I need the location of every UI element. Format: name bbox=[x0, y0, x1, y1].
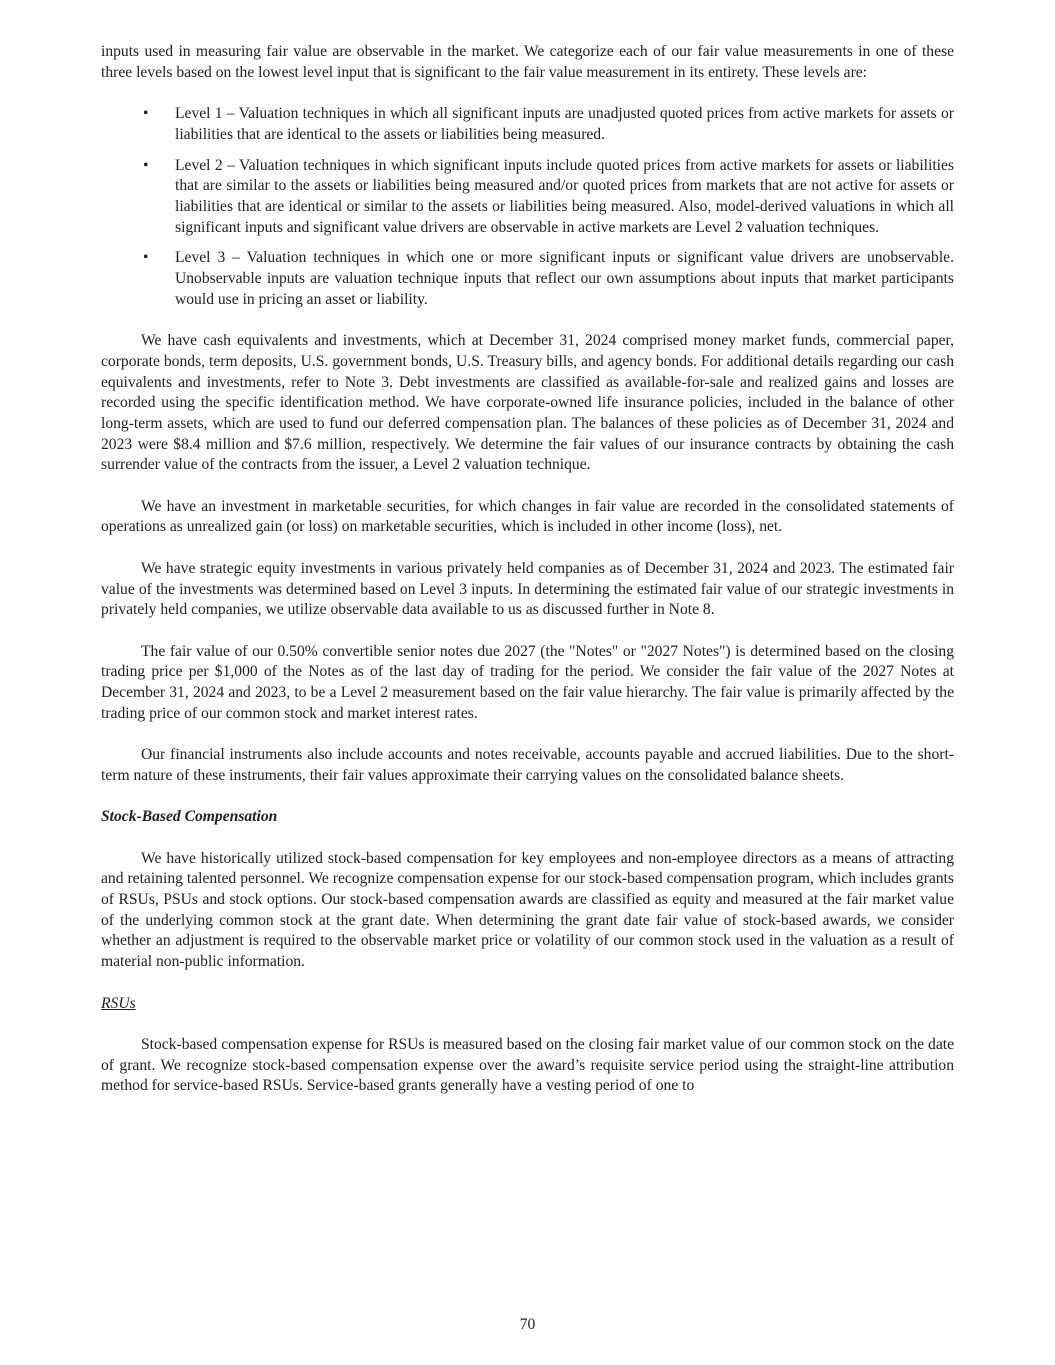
level-3-text: Level 3 – Valuation techniques in which one or more significant inputs or significant value drivers are unobservable. Unobservable inputs are valuation technique inputs that reflect our own assumptions about inputs that market participants would use in pricing an asset or liability. bbox=[175, 249, 954, 308]
list-item-level-3 bbox=[101, 248, 954, 310]
page-number: 70 bbox=[519, 1316, 536, 1333]
bullet-icon: • bbox=[143, 105, 149, 123]
strategic-investments-paragraph: We have strategic equity investments in various privately held companies as of December 31, 2024 and 2023. The estimated fair value of the investments was determined based on Level 3 inputs. In determining the estimated fair value of our strategic investments in privately held companies, we utilize observable data available to us as discussed further in Note 8. bbox=[101, 559, 954, 619]
fair-value-levels-list bbox=[101, 104, 954, 310]
marketable-securities-paragraph: We have an investment in marketable securities, for which changes in fair value are recorded in the consolidated statements of operations as unrealized gain (or loss) on marketable securities, which is included in other income (loss), net. bbox=[101, 497, 954, 536]
rsus-heading: RSUs bbox=[101, 994, 136, 1012]
rsus-paragraph: Stock-based compensation expense for RSUs is measured based on the closing fair market value of our common stock on the date of grant. We recognize stock-based compensation expense over the award’s requisite service period using the straight-line attribution method for service-based RSUs. Service-based grants generally have a vesting period of one to bbox=[101, 1035, 954, 1095]
bullet-icon: • bbox=[143, 249, 149, 267]
stock-based-compensation-paragraph: We have historically utilized stock-based compensation for key employees and non-employee directors as a means of attracting and retaining talented personnel. We recognize compensation expense for our stock-based compensation program, which includes grants of RSUs, PSUs and stock options. Our stock-based compensation awards are classified as equity and measured at the fair market value of the underlying common stock at the grant date. When determining the grant date fair value of stock-based awards, we consider whether an adjustment is required to the observable market price or volatility of our common stock used in the valuation as a result of material non-public information. bbox=[101, 849, 954, 971]
financial-instruments-paragraph: Our financial instruments also include accounts and notes receivable, accounts payable and accrued liabilities. Due to the short-term nature of these instruments, their fair values approximate their carrying values on the consolidated balance sheets. bbox=[101, 746, 954, 784]
level-1-text: Level 1 – Valuation techniques in which all significant inputs are unadjusted quoted prices from active markets for assets or liabilities that are identical to the assets or liabilities being measured. bbox=[175, 105, 954, 143]
bullet-icon: • bbox=[143, 156, 149, 174]
cash-equivalents-paragraph: We have cash equivalents and investments, which at December 31, 2024 comprised money market funds, commercial paper, corporate bonds, term deposits, U.S. government bonds, U.S. Treasury bills, and agency bonds. For additional details regarding our cash equivalents and investments, refer to Note 3. Debt investments are classified as available-for-sale and realized gains and losses are recorded using the specific identification method. We have corporate-owned life insurance policies, included in the balance of other long-term assets, which are used to fund our deferred compensation plan. The balances of these policies as of December 31, 2024 and 2023 were $8.4 million and $7.6 million, respectively. We determine the fair values of our insurance contracts by obtaining the cash surrender value of the contracts from the issuer, a Level 2 valuation technique. bbox=[101, 332, 954, 474]
stock-based-compensation-heading: Stock-Based Compensation bbox=[101, 808, 278, 826]
intro-paragraph: inputs used in measuring fair value are observable in the market. We categorize each of our fair value measurements in one of these three levels based on the lowest level input that is significant to the fair value measurement in its entirety. These levels are: bbox=[101, 43, 954, 81]
list-item-level-2 bbox=[101, 156, 954, 239]
level-2-text: Level 2 – Valuation techniques in which significant inputs include quoted prices from active markets for assets or liabilities that are similar to the assets or liabilities being measured and/or quoted prices from markets that are not active for assets or liabilities that are identical or similar to the assets or liabilities being measured. Also, model-derived valuations in which all significant inputs and significant value drivers are observable in active markets are Level 2 valuation techniques. bbox=[175, 156, 954, 236]
rsus-heading-line bbox=[101, 994, 954, 1015]
convertible-notes-paragraph: The fair value of our 0.50% convertible senior notes due 2027 (the "Notes" or "2027 Notes") is determined based on the closing trading price per $1,000 of the Notes as of the last day of trading for the period. We consider the fair value of the 2027 Notes at December 31, 2024 and 2023, to be a Level 2 measurement based on the fair value hierarchy. The fair value is primarily affected by the trading price of our common stock and market interest rates. bbox=[101, 642, 954, 722]
list-item-level-1 bbox=[101, 104, 954, 145]
document-page bbox=[101, 42, 954, 1097]
